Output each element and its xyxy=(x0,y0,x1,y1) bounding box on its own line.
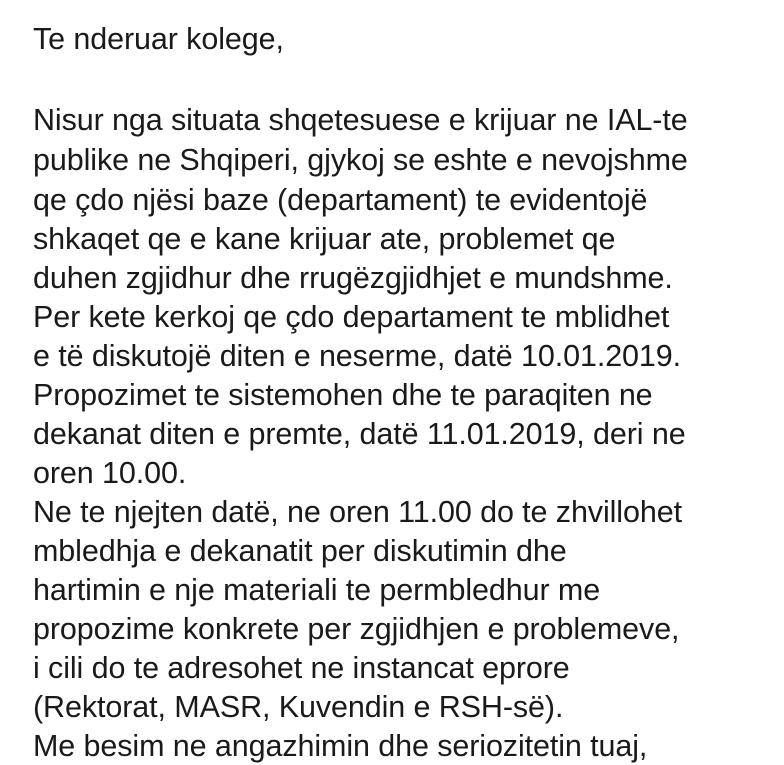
message-line: Ne te njejten datë, ne oren 11.00 do te zhvillohet xyxy=(33,495,682,529)
message-line: duhen zgjidhur dhe rrugëzgjidhjet e mundshme. xyxy=(33,261,673,295)
message-line: mbledhja e dekanatit per diskutimin dhe xyxy=(33,534,567,568)
message-line: hartimin e nje materiali te permbledhur me xyxy=(33,573,601,607)
message-line: propozime konkrete per zgjidhjen e problemeve, xyxy=(33,612,680,646)
message-line: Propozimet te sistemohen dhe te paraqiten ne xyxy=(33,378,653,412)
message-line: qe çdo njësi baze (departament) te evidentojë xyxy=(33,183,648,217)
message-line: Nisur nga situata shqetesuese e krijuar ne IAL-te xyxy=(33,103,688,137)
message-line: i cili do te adresohet ne instancat eprore xyxy=(33,651,570,685)
message-line: e të diskutojë diten e neserme, datë 10.01.2019. xyxy=(33,339,682,373)
message-line: dekanat diten e premte, datë 11.01.2019, deri ne xyxy=(33,417,686,451)
message-line: Per kete kerkoj qe çdo departament te mblidhet xyxy=(33,300,670,334)
message-line: (Rektorat, MASR, Kuvendin e RSH-së). xyxy=(33,690,564,724)
greeting-line: Te nderuar kolege, xyxy=(33,22,284,56)
message-line: publike ne Shqiperi, gjykoj se eshte e nevojshme xyxy=(33,143,688,177)
message-line: oren 10.00. xyxy=(33,456,187,490)
message-line: shkaqet qe e kane krijuar ate, problemet qe xyxy=(33,222,616,256)
message-line: Me besim ne angazhimin dhe seriozitetin tuaj, xyxy=(33,729,648,763)
